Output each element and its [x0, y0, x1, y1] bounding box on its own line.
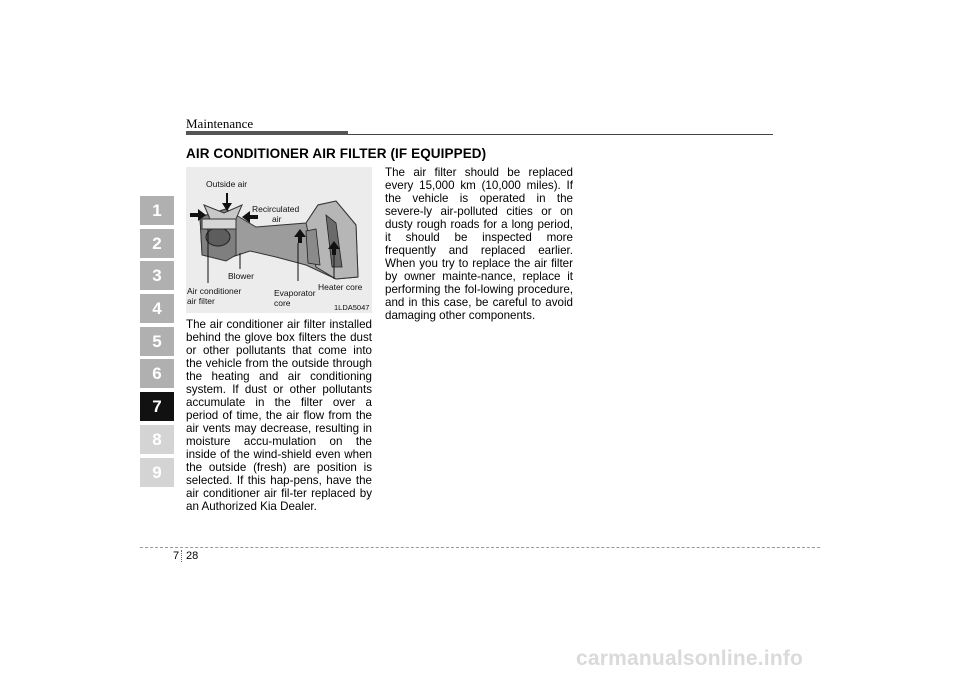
- label-recirculated-2: air: [272, 214, 282, 224]
- chapter-tab-9[interactable]: 9: [140, 458, 174, 487]
- header-rule-thin: [348, 134, 773, 135]
- chapter-tab-5[interactable]: 5: [140, 327, 174, 356]
- paragraph-right: The air filter should be replaced every 15,000 km (10,000 miles). If the vehicle is operated in the severe-ly air-polluted cities or on dusty rough roads for a long period, it should be inspected more frequently and replaced earlier. When you try to replace the air filter by owner mainte-nance, replace it performing the fol-lowing procedure, and in this case, be careful to avoid damaging other components.: [385, 166, 573, 322]
- label-evaporator-1: Evaporator: [274, 288, 316, 298]
- chapter-tab-6[interactable]: 6: [140, 359, 174, 388]
- blower-fan: [206, 228, 230, 246]
- page-separator: [181, 550, 182, 562]
- chapter-tab-3[interactable]: 3: [140, 261, 174, 290]
- chapter-tab-2[interactable]: 2: [140, 229, 174, 258]
- page-chapter: 7: [173, 550, 180, 562]
- chapter-tabs: [140, 196, 174, 490]
- watermark: carmanualsonline.info: [576, 647, 804, 670]
- page-title: AIR CONDITIONER AIR FILTER (IF EQUIPPED): [186, 146, 487, 161]
- page-number: 28: [186, 550, 199, 562]
- label-recirculated-1: Recirculated: [252, 204, 300, 214]
- header-rule-thick: [186, 131, 348, 135]
- chapter-tab-1[interactable]: 1: [140, 196, 174, 225]
- label-blower: Blower: [228, 271, 254, 281]
- label-outside-air: Outside air: [206, 179, 248, 189]
- section-header: Maintenance: [186, 116, 254, 131]
- label-ac-filter-2: air filter: [187, 296, 215, 306]
- paragraph-left: The air conditioner air filter installed behind the glove box filters the dust or other pollutants that come into the vehicle from the outside through the heating and air conditioning system. If dust or other pollutants accumulate in the filter over a period of time, the air flow from the air vents may decrease, resulting in moisture accu-mulation on the inside of the wind-shield even when the outside (fresh) are position is selected. If this hap-pens, have the air conditioner air fil-ter replaced by an Authorized Kia Dealer.: [186, 318, 372, 513]
- chapter-tab-7[interactable]: 7: [140, 392, 174, 421]
- label-evaporator-2: core: [274, 298, 291, 308]
- footer-rule: [140, 547, 820, 548]
- chapter-tab-4[interactable]: 4: [140, 294, 174, 323]
- air-filter-diagram: [186, 167, 372, 313]
- figure-code: 1LDA5047: [334, 303, 370, 312]
- chapter-tab-8[interactable]: 8: [140, 425, 174, 454]
- label-ac-filter-1: Air conditioner: [187, 286, 242, 296]
- label-heater-core: Heater core: [318, 282, 363, 292]
- filter-slot: [202, 219, 236, 229]
